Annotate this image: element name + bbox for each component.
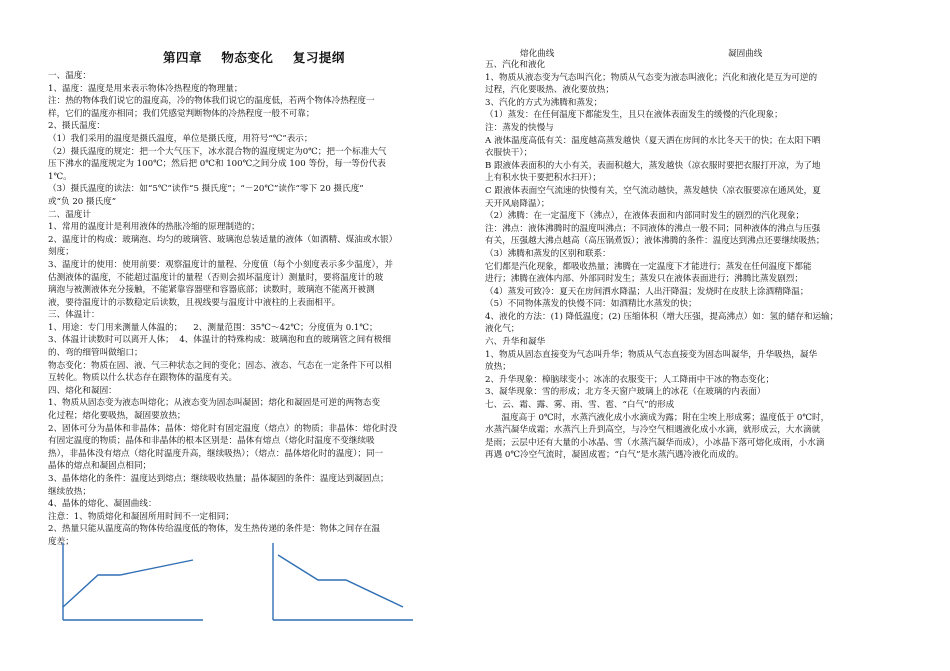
text-line: 1、物质从液态变为气态叫汽化；物质从气态变为液态叫液化；汽化和液化是互为可逆的 [485, 72, 818, 83]
text-line: 七、云、霜、露、雾、雨、雪、雹、“白气”的形成 [485, 400, 675, 411]
text-line: 的、弯的细管叫做缩口； [48, 348, 143, 359]
text-line: 压下沸水的温度规定为 100℃；然后把 0℃和 100℃之间分成 100 等份，每一等份代表 [48, 159, 386, 170]
text-line: 估测液体的温度，不能超过温度计的量程（否则会损坏温度计）测量时，要将温度计的玻 [48, 272, 384, 283]
text-line: 3、晶体熔化的条件：温度达到熔点；继续吸收热量；晶体凝固的条件：温度达到凝固点； [48, 474, 389, 484]
text-line: 水蒸汽凝华成霜；水蒸汽上升到高空，与冷空气相遇液化成小水滴，就形成云，大水滴就 [485, 425, 821, 436]
text-line: 继续放热； [48, 486, 91, 497]
solidifying-curve-caption: 凝固曲线 [728, 49, 763, 59]
text-line: B 跟液体表面积的大小有关，表面积越大，蒸发越快（凉衣服时要把衣服打开凉，为了地 [485, 160, 821, 171]
text-line: 注：蒸发的快慢与 [485, 122, 554, 133]
text-line: 注：热的物体我们说它的温度高，冷的物体我们说它的温度低，若两个物体冷热程度一 [48, 96, 375, 107]
text-line: 一、温度： [48, 71, 91, 81]
left-text-block [48, 70, 397, 549]
text-line: 样，它们的温度亦相同；我们凭感觉判断物体的冷热程度一般不可靠； [48, 108, 315, 119]
text-line: 3、体温计读数时可以离开人体； 4、体温计的特殊构成：玻璃泡和直的玻璃管之间有极细 [48, 335, 391, 346]
text-line: 3、温度计的使用：使用前要：观察温度计的量程、分度值（每个小刻度表示多少温度），并 [48, 259, 393, 270]
text-line: 1、用途：专门用来测量人体温的； 2、测量范围：35℃～42℃；分度值为 0.1℃； [48, 322, 378, 333]
text-line: 4、液化的方法：(1) 降低温度；(2) 压缩体积（增大压强，提高沸点）如：氢的储存和运输； [485, 311, 839, 322]
text-line: （2）摄氏温度的规定：把一个大气压下，冰水混合物的温度规定为0℃；把一个标准大气 [48, 146, 387, 157]
text-line: 六、升华和凝华 [485, 337, 546, 348]
text-line: （4）蒸发可致冷：夏天在房间洒水降温；人出汗降温；发烧时在皮肤上涂酒精降温； [485, 286, 809, 297]
text-line: 物态变化：物质在固、液、气三种状态之间的变化；固态、液态、气态在一定条件下可以相 [48, 360, 392, 371]
text-line: 璃泡与被测液体充分接触，不能紧靠容器壁和容器底部；读数时，玻璃泡不能离开被测 [48, 285, 375, 296]
text-line: 2、温度计的构成：玻璃泡、均匀的玻璃管、玻璃泡总装适量的液体（如酒精、煤油或水银） [48, 234, 398, 245]
solidifying-curve-graph [268, 535, 418, 625]
text-line: 过程，汽化要吸热、液化要放热； [485, 85, 614, 96]
text-line: 它们都是汽化现象，都吸收热量；沸腾在一定温度下才能进行；蒸发在任何温度下都能 [485, 261, 812, 272]
text-line: 热），非晶体没有熔点（熔化时温度升高，继续吸热）；（熔点：晶体熔化时的温度）；同一 [48, 448, 384, 459]
text-line: 液化气； [485, 324, 520, 335]
text-line: 2、固体可分为晶体和非晶体；晶体：熔化时有固定温度（熔点）的物质；非晶体：熔化时没 [48, 423, 398, 434]
text-line: 再遇 0℃冷空气流时，凝固成雹；“白气”是水蒸汽遇冷液化而成的。 [485, 450, 744, 461]
melting-curve-line [63, 560, 193, 607]
solidifying-curve-line [278, 555, 403, 607]
text-line: （1）我们采用的温度是摄氏温度，单位是摄氏度，用符号“℃”表示； [48, 133, 313, 144]
text-line: 1、常用的温度计是利用液体的热胀冷缩的原理制造的； [48, 222, 260, 233]
text-line: 二、温度计 [48, 209, 91, 220]
text-line: 互转化。物质以什么状态存在跟物体的温度有关。 [48, 373, 238, 384]
text-line: 化过程；熔化要吸热，凝固要放热； [48, 411, 186, 422]
text-line: 是雨；云层中还有大量的小冰晶、雪（水蒸汽凝华而成），小冰晶下落可熔化成雨，小水滴 [485, 437, 825, 448]
text-line: （2）沸腾：在一定温度下（沸点），在液体表面和内部同时发生的剧烈的汽化现象； [485, 211, 805, 222]
text-line: （5）不同物体蒸发的快慢不同：如酒精比水蒸发的快； [485, 299, 697, 310]
text-line: 四、熔化和凝固： [48, 385, 117, 396]
text-line: 天开风扇降温）； [485, 198, 550, 209]
text-line: 或“负 20 摄氏度” [48, 196, 117, 207]
text-line: 1、物质从固态直接变为气态叫升华；物质从气态直接变为固态叫凝华，升华吸热，凝华 [485, 349, 818, 360]
text-line: 1℃。 [48, 171, 72, 182]
text-line: 温度高于 0℃时，水蒸汽液化成小水滴成为露；附在尘埃上形成雾；温度低于 0℃时， [485, 412, 830, 423]
text-line: 衣服快干）； [485, 148, 533, 159]
text-line: 注意：1、物质熔化和凝固所用时间不一定相同； [48, 511, 234, 522]
text-line: 注：沸点：液体沸腾时的温度叫沸点；不同液体的沸点一般不同；同种液体的沸点与压强 [485, 223, 821, 234]
text-line: 4、晶体的熔化、凝固曲线： [48, 499, 157, 510]
text-line: 2、热量只能从温度高的物体传给温度低的物体，发生热传递的条件是：物体之间存在温 [48, 524, 381, 535]
text-line: （1）蒸发：在任何温度下都能发生，且只在液体表面发生的缓慢的汽化现象； [485, 110, 783, 121]
page-title: 第四章 物态变化 复习提纲 [163, 50, 345, 65]
text-line: 三、体温计： [48, 310, 100, 321]
text-line: 进行；沸腾在液体内部、外部同时发生；蒸发只在液体表面进行；沸腾比蒸发剧烈； [485, 274, 803, 285]
text-line: 2、摄氏温度： [48, 121, 106, 132]
text-line: 有关，压强越大沸点越高（高压锅煮饭）；液体沸腾的条件：温度达到沸点还要继续吸热； [485, 236, 825, 247]
text-line: 3、凝华现象：雪的形成；北方冬天窗户玻璃上的冰花（在玻璃的内表面） [485, 387, 766, 398]
text-line: 度差； [48, 536, 74, 547]
text-line: C 跟液体表面空气流速的快慢有关，空气流动越快，蒸发越快（凉衣服要凉在通风处，夏 [485, 185, 821, 196]
text-line: 1、温度：温度是用来表示物体冷热程度的物理量； [48, 83, 243, 94]
text-line: 刻度； [48, 247, 74, 258]
text-line: 有固定温度的物质；晶体和非晶体的根本区别是：晶体有熔点（熔化时温度不变继续吸 [48, 436, 375, 447]
melting-curve-graph [58, 535, 208, 625]
text-line: 放热； [485, 362, 511, 373]
melting-curve-caption: 熔化曲线 [520, 49, 555, 59]
text-line: 3、汽化的方式为沸腾和蒸发； [485, 97, 603, 108]
text-line: 五、汽化和液化 [485, 60, 546, 70]
text-line: 上有积水快干要把积水扫开）； [485, 173, 602, 184]
text-line: 晶体的熔点和凝固点相同； [48, 461, 152, 472]
text-line: （3）沸腾和蒸发的区别和联系： [485, 248, 611, 259]
right-text-block [485, 59, 838, 462]
text-line: 1、物质从固态变为液态叫熔化；从液态变为固态叫凝固；熔化和凝固是可逆的两物态变 [48, 398, 381, 409]
text-line: 液，要待温度计的示数稳定后读数，且视线要与温度计中液柱的上表面相平。 [48, 297, 341, 308]
text-line: 2、升华现象：樟脑球变小；冰冻的衣服变干；人工降雨中干冰的物态变化； [485, 374, 775, 385]
text-line: （3）摄氏温度的读法：如“5℃”读作“5 摄氏度”；“－20℃”读作“零下 20 摄氏度” [48, 184, 364, 195]
text-line: A 液体温度高低有关：温度越高蒸发越快（夏天洒在房间的水比冬天干的快；在太阳下晒 [485, 135, 821, 146]
